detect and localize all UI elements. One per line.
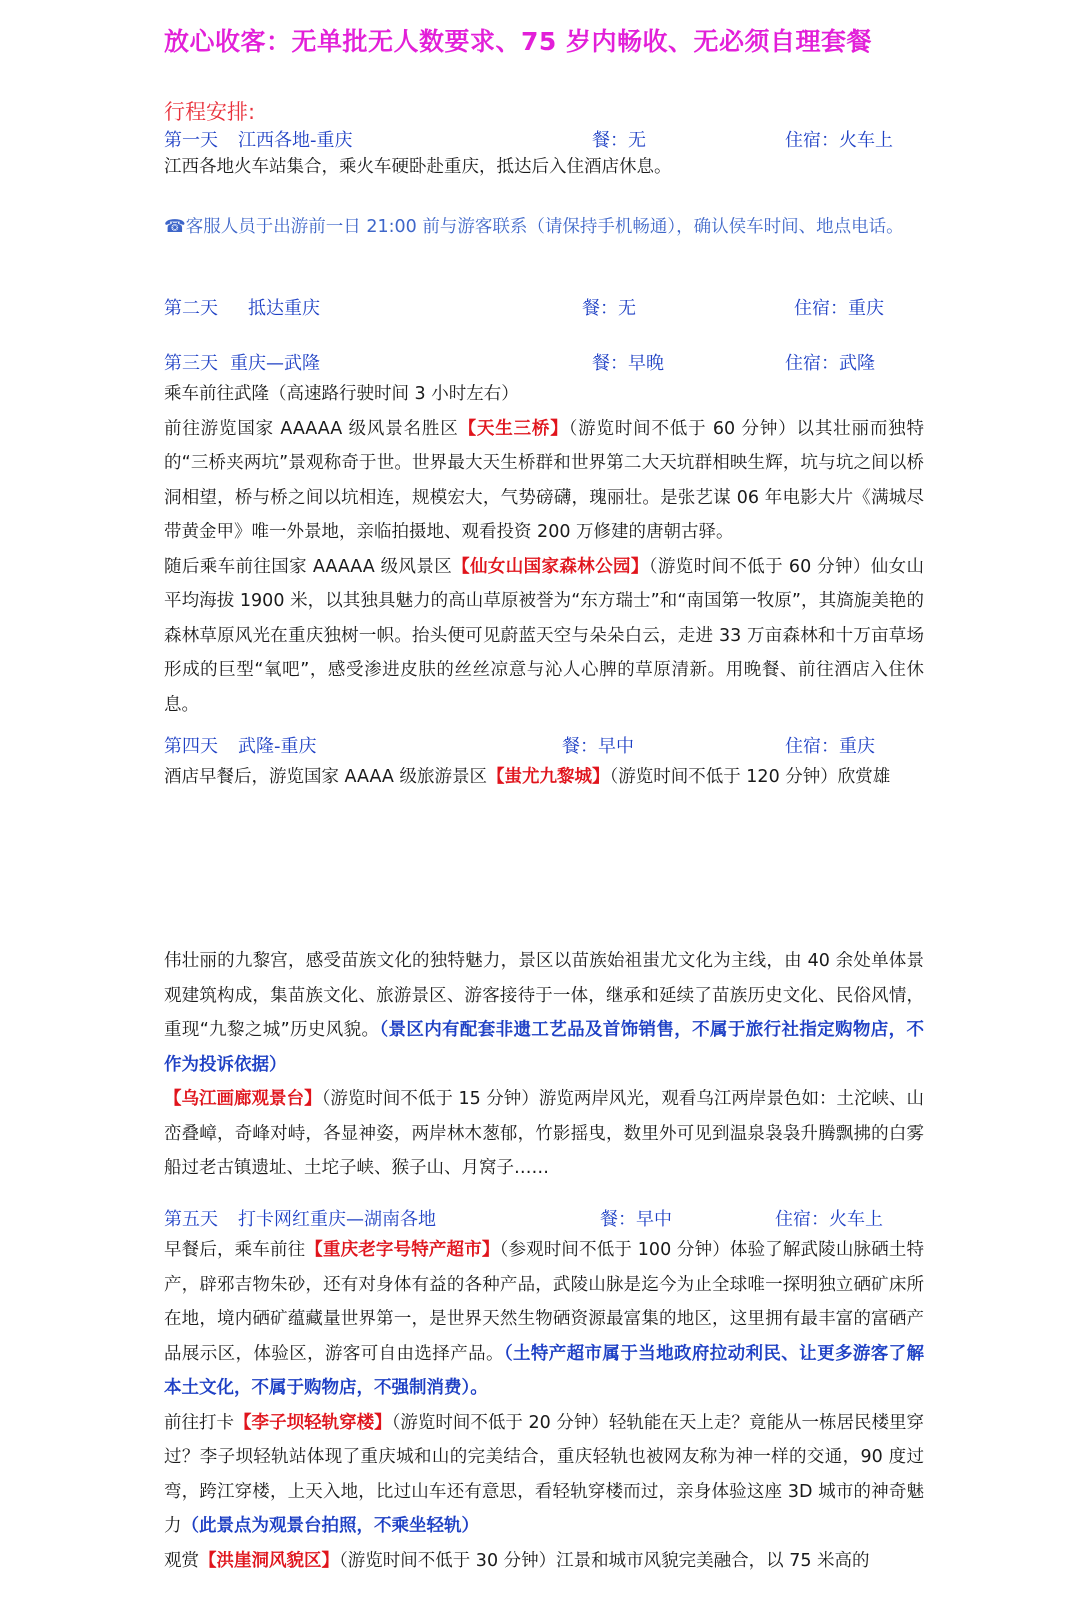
- day1-text: 江西各地火车站集合，乘火车硬卧赴重庆，抵达后入住酒店休息。: [164, 157, 672, 177]
- day2-route: 抵达重庆: [248, 298, 320, 319]
- day3-text-3-post: （游览时间不低于 60 分钟）仙女山平均海拔 1900 米，以其独具魅力的高山草原被誉为“东方瑞士”和“南国第一牧原”，其旖旎美艳的森林草原风光在重庆独树一帜。抬头便可见蔚蓝天空与朵朵白云，走进 33 万亩森林和十万亩草场形成的巨型“氧吧”，感受渗进皮肤的丝丝凉意与沁人心脾的草原清新。用晚餐、前往酒店入住休息。: [164, 556, 924, 715]
- day4-label: 第四天: [164, 736, 218, 757]
- day5-text-3-post: （游览时间不低于 30 分钟）江景和城市风貌完美融合，以 75 米高的: [339, 1550, 870, 1571]
- day3-text-3-pre: 随后乘车前往国家 AAAAA 级风景区: [164, 556, 453, 577]
- spot-specialty-market: 【重庆老字号特产超市】: [305, 1240, 500, 1260]
- day3-text-2-post: （游览时间不低于 60 分钟）以其壮丽而独特的“三桥夹两坑”景观称奇于世。世界最大天生桥群和世界第二大天坑群相映生辉，坑与坑之间以桥洞相望，桥与桥之间以坑相连，规模宏大，气势磅礴，瑰丽壮。是张艺谋 06 年电影大片《满城尽带黄金甲》唯一外景地，亲临拍摄地、观看投资 200 万修建的唐朝古驿。: [164, 418, 925, 542]
- day5-text-2-pre: 前往打卡: [164, 1412, 235, 1433]
- spot-xiannvshan: 【仙女山国家森林公园】: [452, 556, 649, 577]
- day5-text-1-post: （参观时间不低于 100 分钟）体验了解武陵山脉硒土特产，辟邪吉物朱砂，还有对身体有益的各种产品，武陵山脉是迄今为止全球唯一探明独立硒矿床所在地，境内硒矿蕴藏量世界第一，是世界天然生物硒资源最富集的地区，这里拥有最丰富的富硒产品展示区，体验区，游客可自由选择产品。: [164, 1240, 925, 1364]
- day5-text-1-pre: 早餐后，乘车前往: [164, 1240, 306, 1260]
- day3-text-2: [164, 412, 924, 550]
- day2-meal: 餐：无: [582, 298, 636, 319]
- day3-text-2-pre: 前往游览国家 AAAAA 级风景名胜区: [164, 418, 459, 439]
- day5-text-3-pre: 观赏: [164, 1550, 199, 1571]
- day4-text-2: [164, 944, 924, 1082]
- day4-meal: 餐：早中: [562, 736, 634, 757]
- day4-paragraph: [164, 944, 924, 1186]
- day2-label: 第二天: [164, 298, 218, 319]
- day1-stay: 住宿：火车上: [785, 130, 893, 151]
- contact-notice: ☎客服人员于出游前一日 21:00 前与游客联系（请保持手机畅通），确认侯车时间、地点电话。: [164, 217, 904, 237]
- day5-meal: 餐：早中: [600, 1209, 672, 1230]
- day5-stay: 住宿：火车上: [775, 1209, 883, 1230]
- day3-text-3: [164, 550, 924, 723]
- day4-shopping-note: （景区内有配套非遗工艺品及首饰销售，不属于旅行社指定购物店，不作为投诉依据）: [164, 1020, 924, 1075]
- day1-meal: 餐：无: [592, 130, 646, 151]
- day1-label: 第一天: [164, 130, 218, 151]
- page-title: 放心收客：无单批无人数要求、75 岁内畅收、无必须自理套餐: [164, 27, 872, 56]
- day1-route: 江西各地-重庆: [238, 130, 353, 151]
- spot-jiuli-cheng: 【蚩尤九黎城】: [486, 767, 610, 787]
- spot-tiansheng-sanqiao: 【天生三桥】: [458, 418, 569, 439]
- day2-stay: 住宿：重庆: [794, 298, 884, 319]
- day5-paragraph: [164, 1233, 924, 1578]
- day2-header: [164, 294, 924, 328]
- day4-text-1-post: （游览时间不低于 120 分钟）欣赏雄: [609, 767, 891, 787]
- spot-wujiang-gallery: 【乌江画廊观景台】: [164, 1089, 322, 1109]
- day5-text-2-post: （游览时间不低于 20 分钟）轻轨能在天上走？竟能从一栋居民楼里穿过？李子坝轻轨站体现了重庆城和山的完美结合，重庆轻轨也被网友称为神一样的交通，90 度过弯，跨江穿楼，上天入地，比过山车还有意思，看轻轨穿楼而过，亲身体验这座 3D 城市的神奇魅力: [164, 1412, 925, 1536]
- day4-text-1: [164, 760, 924, 795]
- day5-monorail-note: （此景点为观景台拍照，不乘坐轻轨）: [181, 1516, 479, 1536]
- day3-text-1: 乘车前往武隆（高速路行驶时间 3 小时左右）: [164, 384, 519, 404]
- day3-stay: 住宿：武隆: [785, 353, 875, 374]
- day4-text-3-post: （游览时间不低于 15 分钟）游览两岸风光，观看乌江两岸景色如：土沱峡、山峦叠嶂，奇峰对峙，各显神姿，两岸林木葱郁，竹影摇曳，数里外可见到温泉袅袅升腾飘拂的白雾船过老古镇遗址、土坨子峡、猴子山、月窝子……: [164, 1089, 924, 1178]
- section-label: 行程安排:: [164, 100, 256, 124]
- day3-paragraph: [164, 377, 924, 722]
- spot-liziba-monorail: 【李子坝轻轨穿楼】: [234, 1412, 392, 1433]
- day5-route: 打卡网红重庆—湖南各地: [238, 1209, 436, 1230]
- day3-label: 第三天: [164, 353, 218, 374]
- day5-market-note: （土特产超市属于当地政府拉动利民、让更多游客了解本土文化，不属于购物店，不强制消费）。: [164, 1343, 925, 1398]
- day4-route: 武隆-重庆: [238, 736, 317, 757]
- day5-label: 第五天: [164, 1209, 218, 1230]
- day5-text-2: [164, 1406, 924, 1544]
- day4-text-1-pre: 酒店早餐后，游览国家 AAAA 级旅游景区: [164, 767, 487, 787]
- day4-text-3: [164, 1082, 924, 1186]
- day5-text-3: [164, 1544, 924, 1579]
- day3-route: 重庆—武隆: [230, 353, 320, 374]
- day3-meal: 餐：早晚: [592, 353, 664, 374]
- day4-stay: 住宿：重庆: [785, 736, 875, 757]
- day5-text-1: [164, 1233, 924, 1406]
- day4-text-2-main: 伟壮丽的九黎宫，感受苗族文化的独特魅力，景区以苗族始祖蚩尤文化为主线，由 40 余处单体景观建筑构成，集苗族文化、旅游景区、游客接待于一体，继承和延续了苗族历史文化、民俗风情，重现“九黎之城”历史风貌。: [164, 951, 924, 1040]
- spot-hongyadong: 【洪崖洞风貌区】: [199, 1550, 339, 1571]
